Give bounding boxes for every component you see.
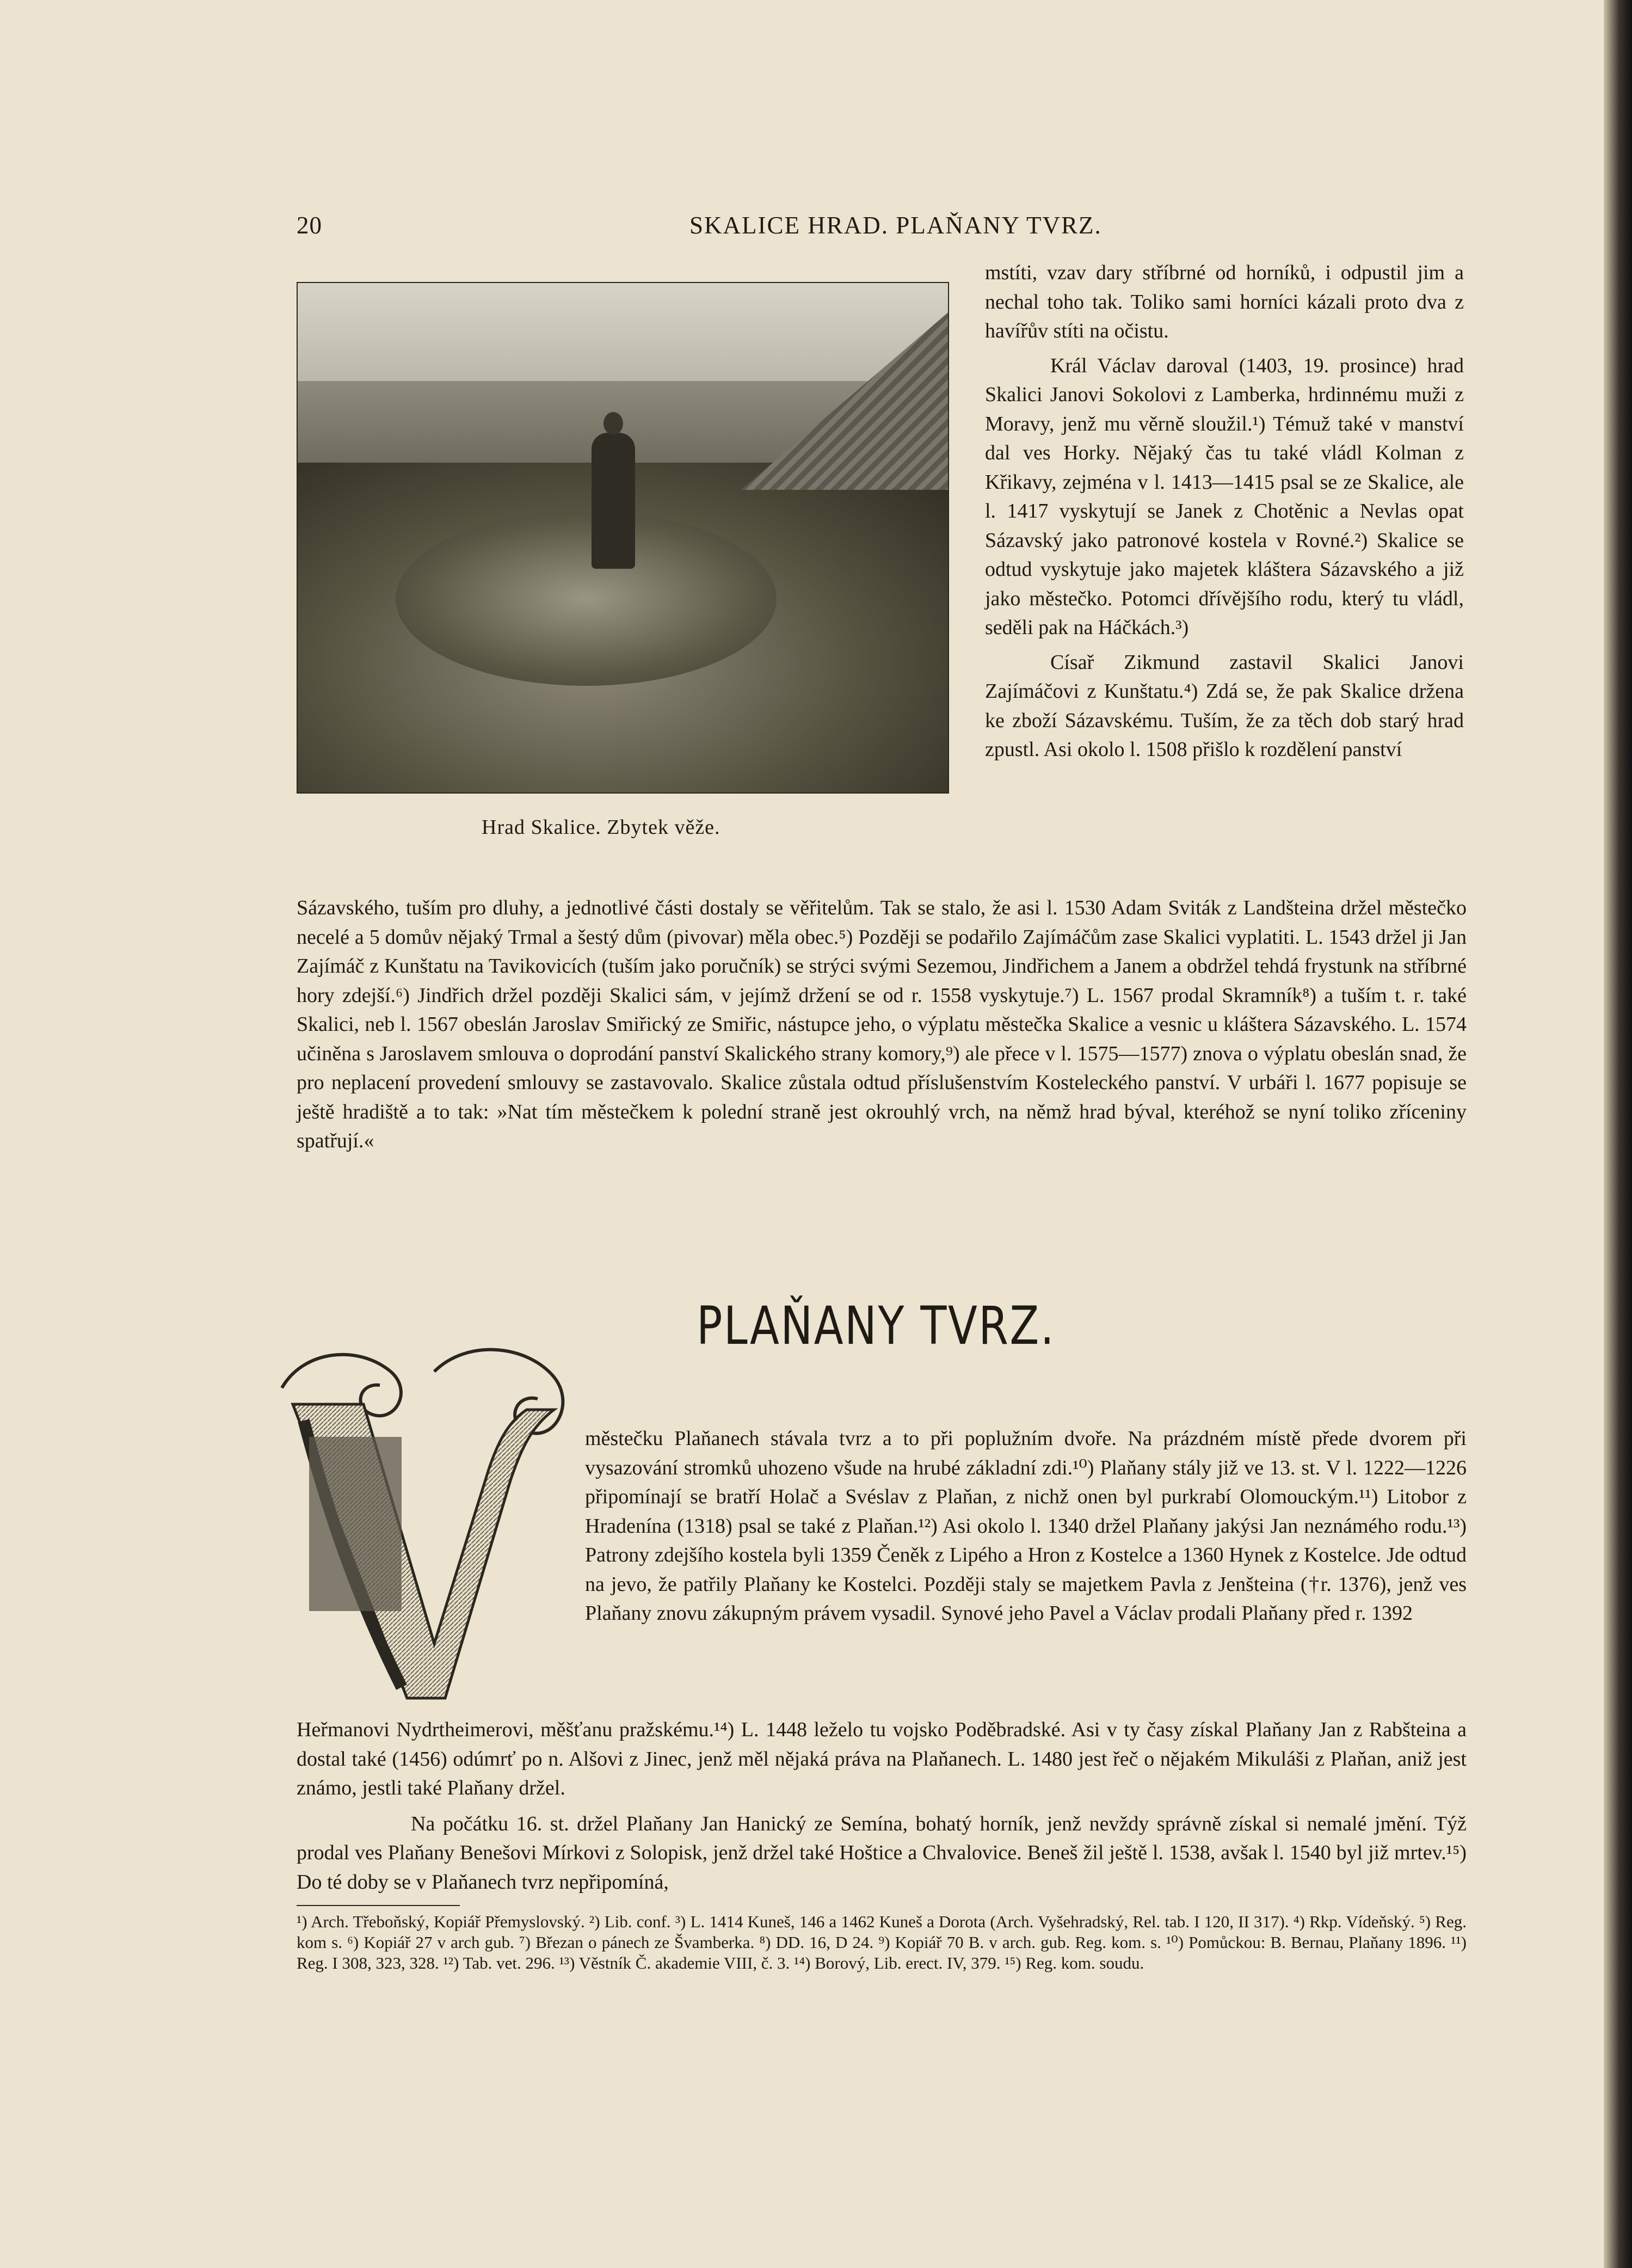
castle-ruin-photo	[297, 282, 949, 794]
section-opening-text	[585, 1424, 1467, 1628]
page-number: 20	[297, 212, 322, 239]
photo-sky	[298, 283, 948, 392]
footnote-text: ¹) Arch. Třeboňský, Kopiář Přemyslovský. ²) Lib. conf. ³) L. 1414 Kuneš, 146 a 1462 Kuneš a Dorota (Arch. Vyšehradský, Rel. tab. I 120, II 317). ⁴) Rkp. Vídeňský. ⁵) Reg. kom s. ⁶) Kopiář 27 v arch gub. ⁷) Březan o pánech ze Švamberka. ⁸) DD. 16, D 24. ⁹) Kopiář 70 B. v arch. gub. Reg. kom. s. ¹⁰) Pomůckou: B. Bernau, Plaňany 1896. ¹¹) Reg. I 308, 323, 328. ¹²) Tab. vet. 296. ¹³) Věstník Č. akademie VIII, č. 3. ¹⁴) Borový, Lib. erect. IV, 379. ¹⁵) Reg. kom. soudu.	[297, 1912, 1467, 1972]
photo-tower-remains	[396, 512, 777, 686]
section-paragraph: Heřmanovi Nydrtheimerovi, měšťanu pražskému.¹⁴) L. 1448 leželo tu vojsko Poděbradské. Asi v ty časy získal Plaňany Jan z Rabšteina a dostal také (1456) odúmrť po n. Alšovi z Jinec, jenž měl nějaká práva na Plaňanech. L. 1480 jest řeč o nějakém Mikuláši z Plaňan, aniž jest známo, jestli také Plaňany držel.	[297, 1718, 1467, 1799]
column-paragraph: mstíti, vzav dary stříbrné od horníků, i odpustil jim a nechal toho tak. Toliko sami horníci kázali proto dva z havířův stíti na očistu.	[985, 261, 1464, 342]
column-paragraph: Král Václav daroval (1403, 19. prosince) hrad Skalici Janovi Sokolovi z Lamberka, hrdinnému muži z Moravy, jenž mu věrně sloužil.¹) Témuž také v manství dal ves Horky. Nějaký čas tu také vládl Kolman z Křikavy, zejména v l. 1413—1415 psal se ze Skalice, ale l. 1417 vyskytují se Janek z Chotěnic a Nevlas opat Sázavský jako patronové kostela v Rovné.²) Skalice se odtud vyskytuje jako majetek kláštera Sázavského a již jako městečko. Potomci dřívějšího rodu, který tu vládl, seděli pak na Háčkách.³)	[985, 354, 1464, 639]
section-paragraph: městečku Plaňanech stávala tvrz a to při poplužním dvoře. Na prázdném místě přede dvorem při vysazování stromků uhozeno všude na hrubé základní zdi.¹⁰) Plaňany stály již ve 13. st. V l. 1222—1226 připomínají se bratří Holač a Svéslav z Plaňan, z nichž onen byl purkrabí Olomouckým.¹¹) Litobor z Hradenína (1318) psal se také z Plaňan.¹²) Asi okolo l. 1340 držel Plaňany jakýsi Jan neznámého rodu.¹³) Patrony zdejšího kostela byli 1359 Čeněk z Lipého a Hron z Kostelce a 1360 Hynek z Kostelce. Jde odtud na jevo, že patřily Plaňany ke Kostelci. Později staly se majetkem Pavla z Jenšteina (†r. 1376), jenž ves Plaňany znovu zákupným právem vysadil. Synové jeho Pavel a Václav prodali Plaňany před r. 1392	[585, 1427, 1467, 1625]
footnotes	[297, 1911, 1467, 1974]
right-column-text	[985, 259, 1464, 765]
page-edge-shadow	[1604, 0, 1632, 2268]
photo-standing-man	[592, 433, 635, 569]
section-title: PLAŇANY TVRZ.	[697, 1295, 1056, 1356]
running-header	[297, 206, 1467, 244]
decorated-initial-v	[271, 1339, 576, 1709]
body-paragraph: Sázavského, tuším pro dluhy, a jednotlivé části dostaly se věřitelům. Tak se stalo, že asi l. 1530 Adam Sviták z Landšteina držel městečko necelé a 5 domův nějaký Trmal a šestý dům (pivovar) měla obec.⁵) Později se podařilo Zajímáčům zase Skalici vyplatiti. L. 1543 držel ji Jan Zajímáč z Kunštatu na Tavikovicích (tuším jako poručník) se strýci svými Sezemou, Jindřichem a Janem a obdržel tehdá frystunk na stříbrné hory zdejší.⁶) Jindřich držel později Skalici sám, v jejímž držení se od r. 1558 vyskytuje.⁷) L. 1567 prodal Skramník⁸) a tuším t. r. také Skalici, neb l. 1567 obeslán Jaroslav Smiřický ze Smiřic, nástupce jeho, o výplatu městečka Skalice a vesnic u kláštera Sázavského. L. 1574 učiněna s Jaroslavem smlouva o doprodání panství Skalického strany komory,⁹) ale přece v l. 1575—1577) znova o výplatu obeslán snad, že pro neplacení provedení smlouvy se zastavovalo. Skalice zůstala odtud příslušenstvím Kosteleckého panství. V urbáři l. 1677 popisuje se ještě hradiště a to tak: »Nat tím městečkem k polední straně jest okrouhlý vrch, na němž hrad býval, kteréhož se nyní toliko zříceniny spatřují.«	[297, 896, 1467, 1152]
column-paragraph: Císař Zikmund zastavil Skalici Janovi Zajímáčovi z Kunštatu.⁴) Zdá se, že pak Skalice držena ke zboží Sázavskému. Tuším, že za těch dob starý hrad zpustl. Asi okolo l. 1508 přišlo k rozdělení panství	[985, 650, 1464, 761]
full-width-text	[297, 894, 1467, 1156]
photo-caption: Hrad Skalice. Zbytek věže.	[482, 816, 720, 839]
running-title: SKALICE HRAD. PLAŇANY TVRZ.	[689, 212, 1102, 239]
section-continued-text	[297, 1716, 1467, 1897]
footnote-rule	[297, 1905, 460, 1906]
section-paragraph: Na počátku 16. st. držel Plaňany Jan Hanický ze Semína, bohatý horník, jenž nevždy správně získal si nemalé jmění. Týž prodal ves Plaňany Benešovi Mírkovi z Solopisk, jenž držel také Hoštice a Chvalovice. Beneš žil ještě l. 1538, avšak l. 1540 byl již mrtev.¹⁵) Do té doby se v Plaňanech tvrz nepřipomíná,	[297, 1812, 1467, 1894]
